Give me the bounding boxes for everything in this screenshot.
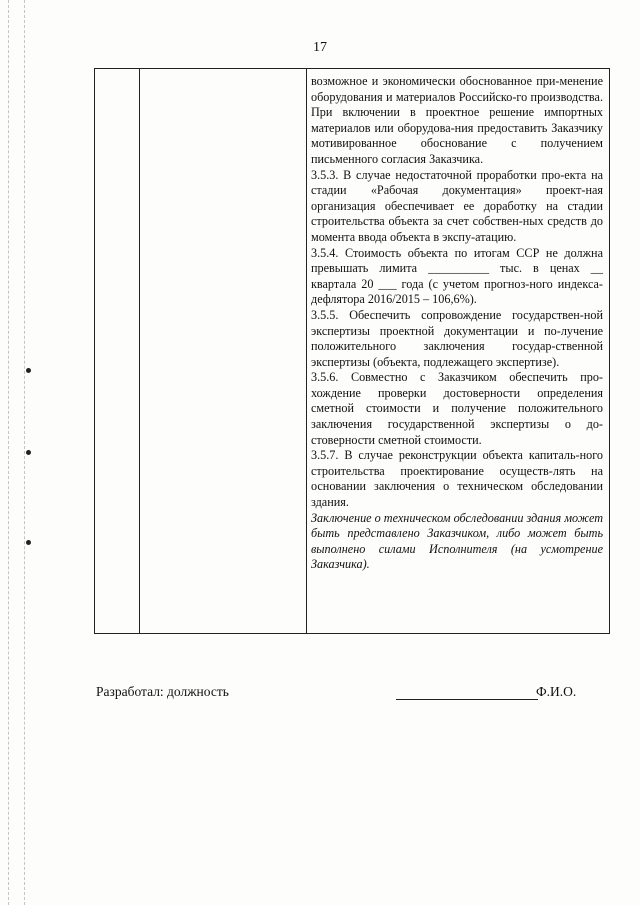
table-column-divider bbox=[306, 69, 307, 633]
table-column-divider bbox=[139, 69, 140, 633]
paragraph: 3.5.7. В случае реконструкции объекта капиталь-ного строительства проектирование осуществ-лять на основании заключения о техническом обследовании здания. bbox=[311, 448, 603, 510]
paragraph: возможное и экономически обоснованное при-менение оборудования и материалов Российско-го производства. При включении в проектное решение импортных материалов или оборудова-ния предоставить Заказчику мотивированное обоснование с получением письменного согласия Заказчика. bbox=[311, 74, 603, 166]
paragraph: 3.5.6. Совместно с Заказчиком обеспечить про-хождение проверки достоверности определения сметной стоимости и получение положительного заключения государственной экспертизы о до-стоверности сметной стоимости. bbox=[311, 370, 603, 447]
signature-line bbox=[396, 699, 538, 700]
paragraph: 3.5.5. Обеспечить сопровождение государствен-ной экспертизы проектной документации и по-лучение положительного заключения государ-ственной экспертизы (объекта, подлежащего экспертизе). bbox=[311, 307, 603, 369]
italic-note: Заключение о техническом обследовании здания может быть представлено Заказчиком, либо может быть выполнено силами Исполнителя (на усмотрение Заказчика). bbox=[311, 510, 603, 572]
paragraph: 3.5.4. Стоимость объекта по итогам ССР не должна превышать лимита __________ тыс. в ценах __ квартала 20 ___ года (с учетом прогноз-ного индекса-дефлятора 2016/2015 – 106,6%). bbox=[311, 245, 603, 307]
binding-margin-line bbox=[8, 0, 9, 905]
developed-by-label: Разработал: должность bbox=[96, 684, 229, 699]
punch-hole-mark bbox=[26, 450, 31, 455]
binding-margin-line bbox=[24, 0, 25, 905]
fio-label: Ф.И.О. bbox=[536, 684, 577, 699]
page-number: 17 bbox=[313, 40, 327, 55]
punch-hole-mark bbox=[26, 540, 31, 545]
paragraph: 3.5.3. В случае недостаточной проработки про-екта на стадии «Рабочая документация» проект-ная организация обеспечивает ее доработку на стадии строительства объекта за счет собствен-ных средств до момента ввода объекта в экспу-атацию. bbox=[311, 167, 603, 244]
signature-block bbox=[96, 684, 616, 704]
table-cell-content bbox=[311, 74, 603, 573]
requirements-table bbox=[94, 68, 610, 634]
punch-hole-mark bbox=[26, 368, 31, 373]
